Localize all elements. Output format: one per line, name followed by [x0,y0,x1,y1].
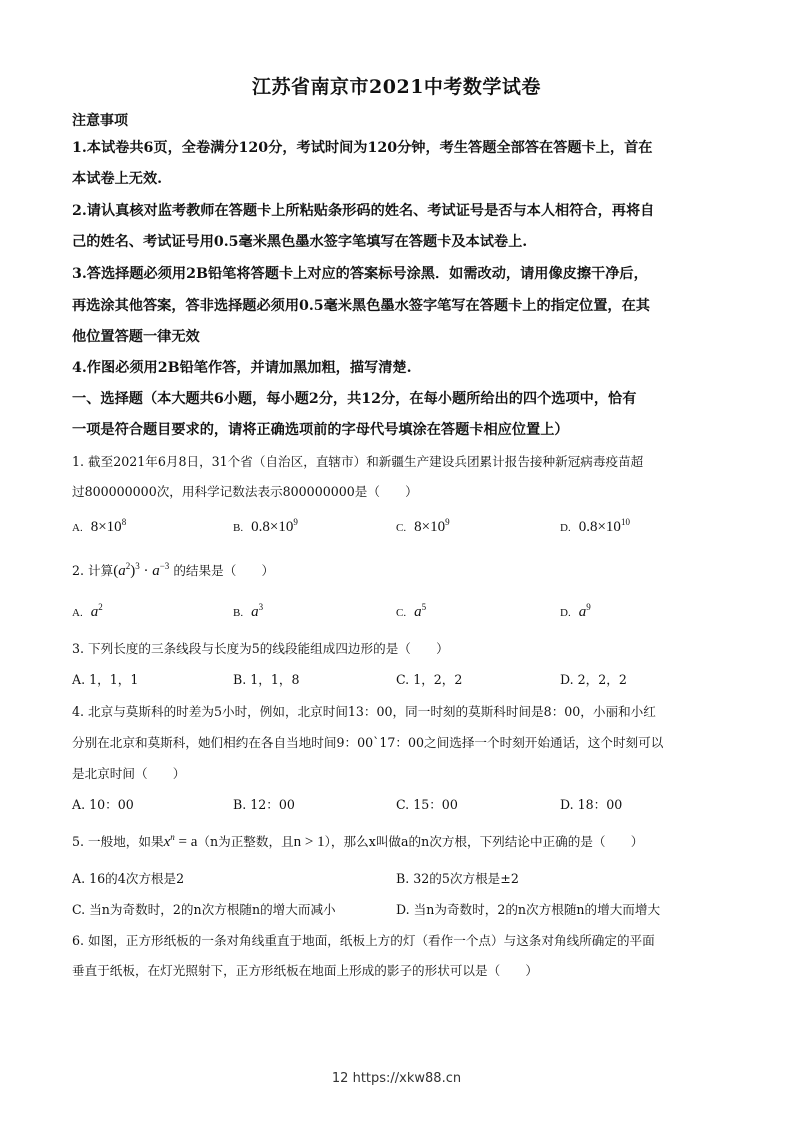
q3-option-a: A. 1，1，1 [72,672,139,687]
q3-option-b: B. 1，1，8 [233,672,300,687]
note-line: 再选涂其他答案，答非选择题必须用0.5毫米黑色墨水签字笔写在答题卡上的指定位置，在其 [72,298,650,314]
note-line: 4.作图必须用2B铅笔作答，并请加黑加粗，描写清楚. [72,360,412,376]
question-2-text: 2. 计算$(a^2)^3 \cdot a^{-3}$ 的结果是（ ） [72,561,275,579]
question-6-text: 垂直于纸板，在灯光照射下，正方形纸板在地面上形成的影子的形状可以是（ ） [72,963,538,978]
q1-option-c: C. $8\times 10^9$ [396,517,450,535]
q2-expression: $(a^2)^3 \cdot a^{-3}$ [113,561,170,579]
page-footer: 12 https://xkw88.cn [331,1071,462,1086]
section-heading: 一项是符合题目要求的，请将正确选项前的字母代号填涂在答题卡相应位置上） [72,422,569,438]
note-line: 3.答选择题必须用2B铅笔将答题卡上对应的答案标号涂黑．如需改动，请用像皮擦干净后， [72,266,648,282]
question-5-text: 5. 一般地，如果$x^n = a(n$为正整数，且n > 1），那么x叫做a的n次方根，下列结论中正确的是（ ） [72,832,644,850]
q2-option-a: A. $a^2$ [72,602,103,620]
q4-option-d: D. 18：00 [560,797,623,812]
q2-option-d: D. $a^9$ [560,602,591,620]
q3-option-d: D. 2，2，2 [560,672,627,687]
question-3-text: 3. 下列长度的三条线段与长度为5的线段能组成四边形的是（ ） [72,641,449,656]
note-line: 2.请认真核对监考教师在答题卡上所粘贴条形码的姓名、考试证号是否与本人相符合，再将自 [72,203,655,219]
q1-option-d: D. $0.8\times 10^{10}$ [560,517,630,535]
q5-condition: n > 1 [293,834,325,850]
q5-option-a: A. 16的4次方根是2 [72,871,185,886]
question-4-text: 分别在北京和莫斯科，她们相约在各自当地时间9：00`17：00之间选择一个时刻开始通话，这个时刻可以 [72,735,664,750]
q5-equation: $x^n = a$ [163,832,198,850]
question-1-text: 1. 截至2021年6月8日，31个省（自治区，直辖市）和新疆生产建设兵团累计报告接种新冠病毒疫苗超 [72,454,644,469]
notes-heading: 注意事项 [72,113,128,129]
note-line: 己的姓名、考试证号用0.5毫米黑色墨水签字笔填写在答题卡及本试卷上. [72,234,528,250]
q2-option-b: B. $a^3$ [233,602,264,620]
q5-option-c: C. 当n为奇数时，2的n次方根随n的增大而减小 [72,902,336,917]
question-4-text: 是北京时间（ ） [72,766,186,781]
q5-option-d: D. 当n为奇数时，2的n次方根随n的增大而增大 [396,902,661,917]
question-1-text: 过800000000次，用科学记数法表示800000000是（ ） [72,484,418,499]
section-heading: 一、选择题（本大题共6小题，每小题2分，共12分，在每小题所给出的四个选项中，恰有 [72,391,637,407]
q3-option-c: C. 1，2，2 [396,672,463,687]
note-line: 本试卷上无效. [72,171,163,187]
q4-option-c: C. 15：00 [396,797,458,812]
q4-option-b: B. 12：00 [233,797,295,812]
q4-option-a: A. 10：00 [72,797,134,812]
note-line: 1.本试卷共6页，全卷满分120分，考试时间为120分钟，考生答题全部答在答题卡上，首在 [72,140,653,156]
q1-option-a: A. $8\times 10^8$ [72,517,127,535]
q1-option-b: B. $0.8\times 10^9$ [233,517,298,535]
question-4-text: 4. 北京与莫斯科的时差为5小时，例如，北京时间13：00，同一时刻的莫斯科时间是8：00，小丽和小红 [72,704,656,719]
question-6-text: 6. 如图，正方形纸板的一条对角线重直于地面，纸板上方的灯（看作一个点）与这条对角线所确定的平面 [72,933,655,948]
q5-option-b: B. 32的5次方根是±2 [396,871,519,886]
q2-option-c: C. $a^5$ [396,602,427,620]
note-line: 他位置答题一律无效 [72,329,200,345]
page-title: 江苏省南京市2021中考数学试卷 [252,76,541,98]
